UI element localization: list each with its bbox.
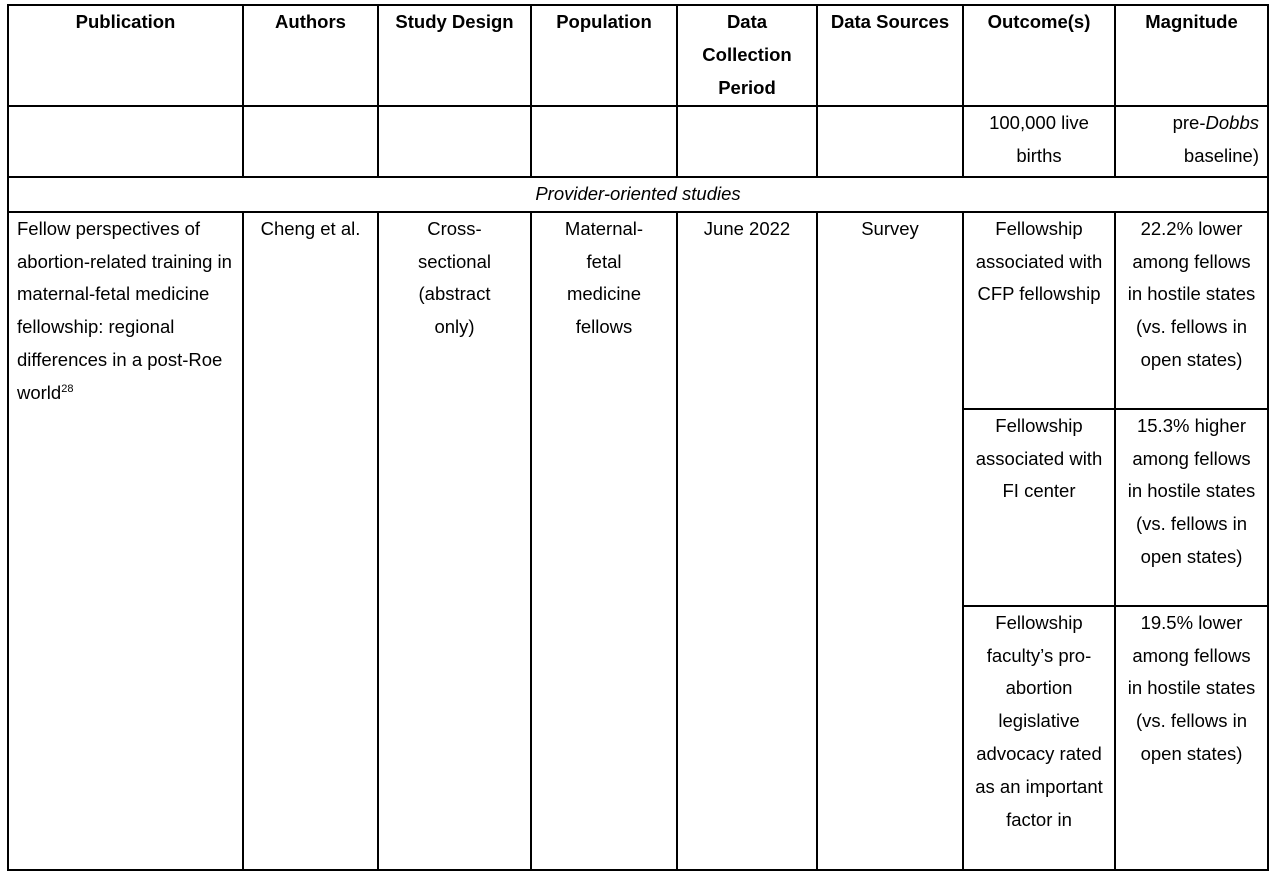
cell-empty — [817, 106, 963, 177]
header-publication: Publication — [8, 5, 243, 106]
cell-empty — [243, 106, 378, 177]
cell-study-design — [378, 212, 531, 870]
publication-title: Fellow perspectives of abortion-related training in maternal-fetal medicine fellowship: regional differences in a post-Roe world — [17, 217, 232, 403]
cell-magnitude: 22.2% lower among fellows in hostile states (vs. fellows in open states) — [1115, 212, 1268, 409]
cell-population — [531, 212, 677, 870]
magnitude-italic: Dobbs — [1205, 112, 1259, 133]
continuation-row — [8, 106, 1268, 177]
header-data-sources: Data Sources — [817, 5, 963, 106]
cell-outcome: Fellowship faculty’s pro-abortion legislative advocacy rated as an important factor in — [963, 606, 1115, 870]
publication-reference: 28 — [61, 382, 74, 395]
header-authors: Authors — [243, 5, 378, 106]
header-study-design: Study Design — [378, 5, 531, 106]
cell-magnitude: 15.3% higher among fellows in hostile states (vs. fellows in open states) — [1115, 409, 1268, 606]
section-label: Provider-oriented studies — [8, 177, 1268, 212]
population-text: Maternal-fetal medicine fellows — [564, 217, 644, 338]
evidence-table — [7, 4, 1269, 871]
header-data-collection-period: Data Collection Period — [677, 5, 817, 106]
header-outcomes: Outcome(s) — [963, 5, 1115, 106]
continuation-outcome: 100,000 live births — [963, 106, 1115, 177]
study-row — [8, 212, 1268, 409]
header-magnitude: Magnitude — [1115, 5, 1268, 106]
cell-data-sources: Survey — [817, 212, 963, 870]
cell-magnitude: 19.5% lower among fellows in hostile states (vs. fellows in open states) — [1115, 606, 1268, 870]
cell-empty — [8, 106, 243, 177]
magnitude-prefix: pre- — [1172, 112, 1206, 133]
cell-publication — [8, 212, 243, 870]
study-design-text: Cross-sectional (abstract only) — [417, 217, 491, 338]
cell-empty — [531, 106, 677, 177]
cell-outcome: Fellowship associated with CFP fellowship — [963, 212, 1115, 409]
cell-period: June 2022 — [677, 212, 817, 870]
cell-empty — [378, 106, 531, 177]
cell-empty — [677, 106, 817, 177]
header-population: Population — [531, 5, 677, 106]
continuation-magnitude — [1115, 106, 1268, 177]
cell-outcome: Fellowship associated with FI center — [963, 409, 1115, 606]
cell-authors: Cheng et al. — [243, 212, 378, 870]
section-row — [8, 177, 1268, 212]
header-row — [8, 5, 1268, 106]
magnitude-suffix: baseline) — [1183, 144, 1259, 166]
